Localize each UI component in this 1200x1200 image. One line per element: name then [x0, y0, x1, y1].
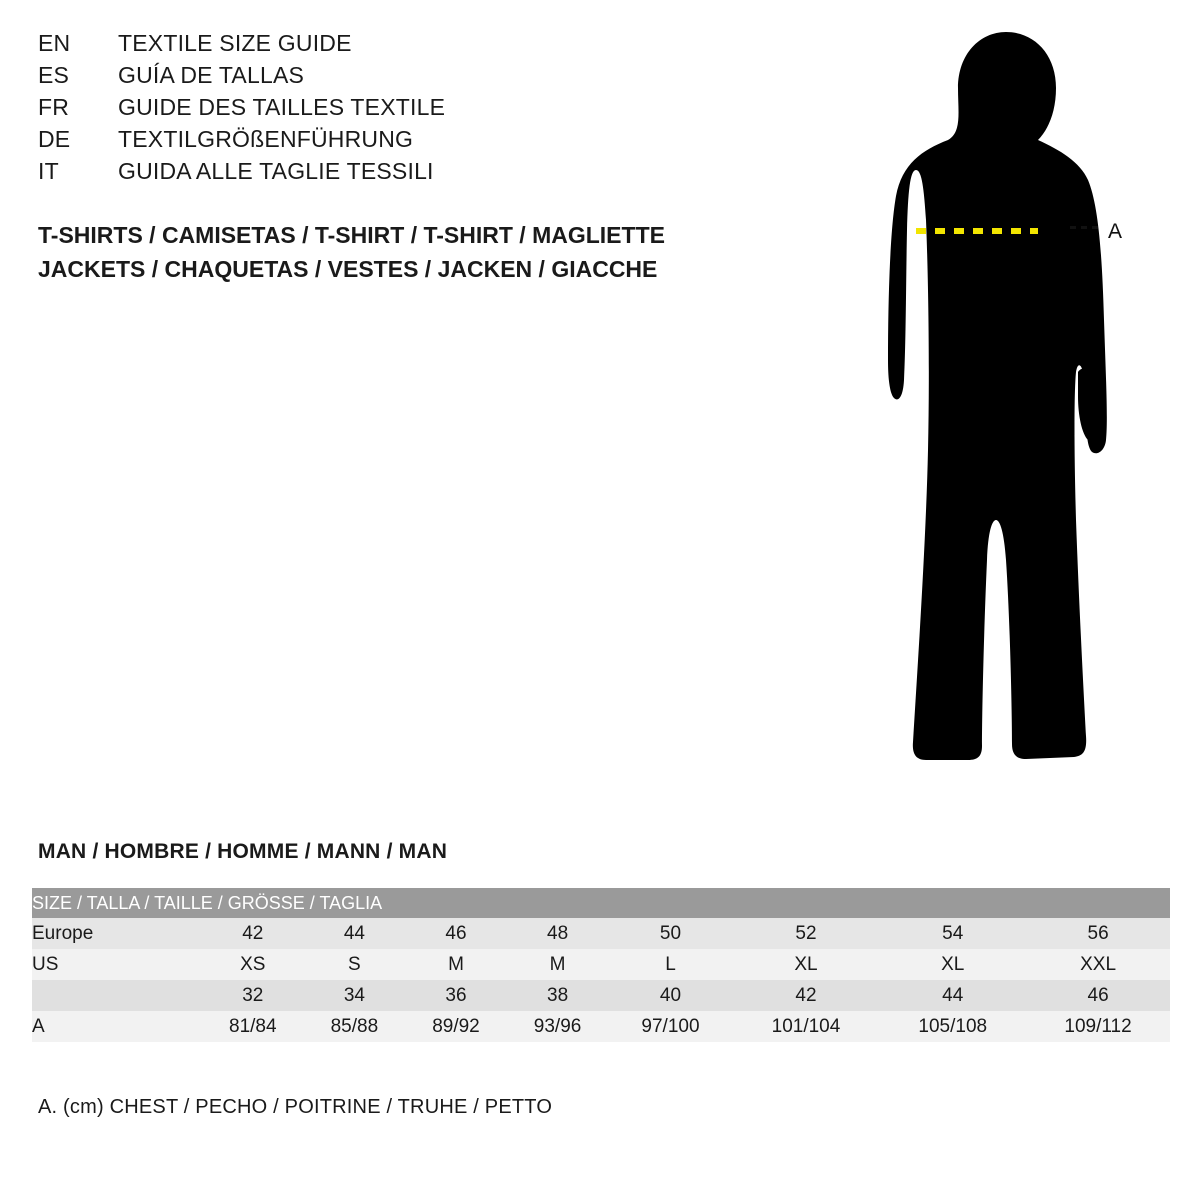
table-row: [32, 949, 1170, 980]
language-title: GUIDE DES TAILLES TEXTILE: [118, 94, 446, 120]
cell: XL: [733, 949, 880, 980]
table-section-title: MAN / HOMBRE / HOMME / MANN / MAN: [38, 840, 448, 863]
language-row: [38, 94, 758, 126]
cell: XS: [202, 949, 304, 980]
cell: 46: [1026, 980, 1170, 1011]
cell: L: [608, 949, 732, 980]
row-label: [32, 980, 202, 1011]
cell: XXL: [1026, 949, 1170, 980]
cell: 38: [507, 980, 609, 1011]
language-code: EN: [38, 30, 71, 56]
language-row: [38, 158, 758, 190]
cell: 54: [879, 918, 1026, 949]
cell: 93/96: [507, 1011, 609, 1042]
garment-categories: [38, 218, 798, 286]
measure-label-a: A: [1108, 220, 1123, 243]
cell: 81/84: [202, 1011, 304, 1042]
cell: 89/92: [405, 1011, 507, 1042]
cell: 34: [304, 980, 406, 1011]
row-label: Europe: [32, 918, 202, 949]
cell: 97/100: [608, 1011, 732, 1042]
category-tshirts: T-SHIRTS / CAMISETAS / T-SHIRT / T-SHIRT / MAGLIETTE: [38, 222, 665, 248]
cell: S: [304, 949, 406, 980]
row-label: A: [32, 1011, 202, 1042]
cell: 105/108: [879, 1011, 1026, 1042]
table-row: [32, 980, 1170, 1011]
language-list: [38, 30, 758, 190]
cell: 36: [405, 980, 507, 1011]
language-row: [38, 62, 758, 94]
language-code: IT: [38, 158, 59, 184]
cell: 48: [507, 918, 609, 949]
language-title: TEXTILGRÖßENFÜHRUNG: [118, 126, 414, 152]
cell: 46: [405, 918, 507, 949]
cell: 44: [879, 980, 1026, 1011]
language-title: GUÍA DE TALLAS: [118, 62, 305, 88]
male-silhouette-figure: [830, 20, 1180, 790]
silhouette-icon: [830, 20, 1180, 790]
measure-leader-line: [1070, 226, 1098, 229]
cell: 85/88: [304, 1011, 406, 1042]
language-row: [38, 30, 758, 62]
table-row: [32, 1011, 1170, 1042]
row-label: US: [32, 949, 202, 980]
cell: XL: [879, 949, 1026, 980]
cell: 32: [202, 980, 304, 1011]
language-code: ES: [38, 62, 70, 88]
language-code: FR: [38, 94, 70, 120]
table-footnote: A. (cm) CHEST / PECHO / POITRINE / TRUHE / PETTO: [38, 1096, 553, 1118]
cell: 52: [733, 918, 880, 949]
cell: 44: [304, 918, 406, 949]
language-row: [38, 126, 758, 158]
cell: 42: [202, 918, 304, 949]
cell: 40: [608, 980, 732, 1011]
table-row: [32, 918, 1170, 949]
cell: 56: [1026, 918, 1170, 949]
cell: 42: [733, 980, 880, 1011]
cell: 109/112: [1026, 1011, 1170, 1042]
cell: 50: [608, 918, 732, 949]
category-jackets: JACKETS / CHAQUETAS / VESTES / JACKEN / GIACCHE: [38, 256, 658, 282]
language-title: GUIDA ALLE TAGLIE TESSILI: [118, 158, 434, 184]
size-table: [32, 888, 1170, 1042]
cell: M: [405, 949, 507, 980]
language-code: DE: [38, 126, 71, 152]
language-title: TEXTILE SIZE GUIDE: [118, 30, 352, 56]
table-header-row: [32, 888, 1170, 918]
cell: 101/104: [733, 1011, 880, 1042]
table-header-label: SIZE / TALLA / TAILLE / GRÖSSE / TAGLIA: [32, 888, 1170, 918]
cell: M: [507, 949, 609, 980]
